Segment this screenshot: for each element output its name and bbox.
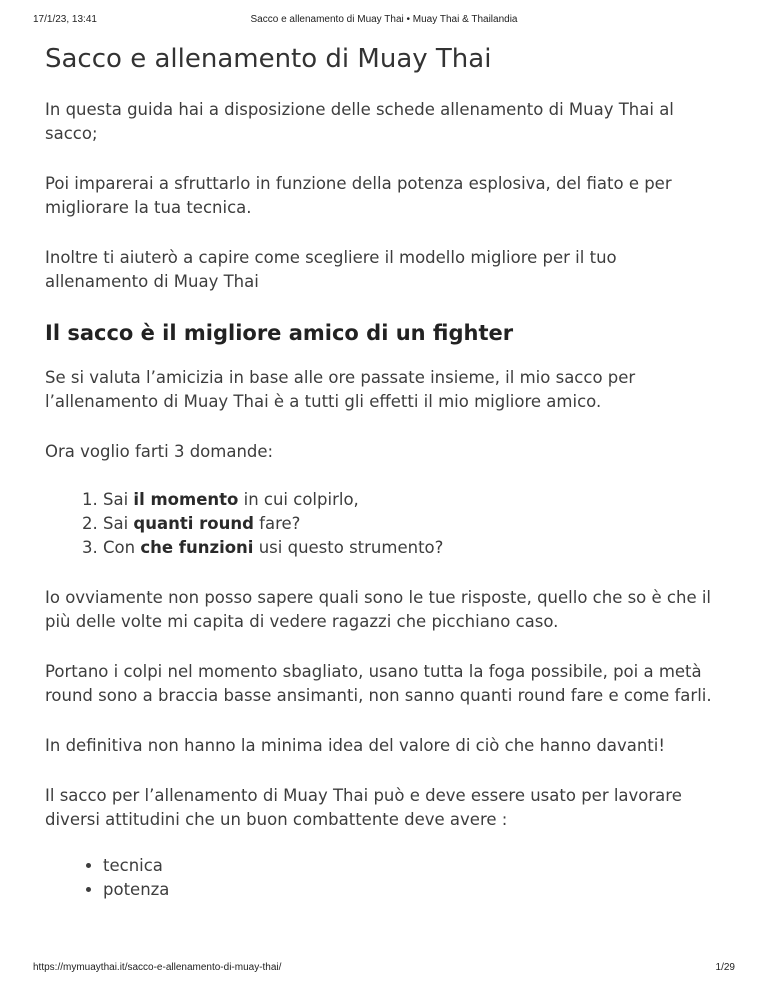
page-number: 1/29 — [715, 962, 735, 973]
intro-paragraph-3: Inoltre ti aiuterò a capire come scegliere il modello migliore per il tuo allenamento di Muay Thai — [45, 248, 617, 291]
section-heading: Il sacco è il migliore amico di un fighter — [45, 321, 514, 345]
questions-list — [45, 488, 725, 560]
intro-paragraph-1: In questa guida hai a disposizione delle schede allenamento di Muay Thai al sacco; — [45, 100, 674, 143]
paragraph-questions-intro: Ora voglio farti 3 domande: — [45, 442, 274, 461]
print-page-title: Sacco e allenamento di Muay Thai • Muay Thai & Thailandia — [250, 14, 518, 25]
list-item: 2. Sai quanti round fare? — [103, 512, 725, 536]
list-item: • tecnica — [103, 854, 725, 878]
print-url: https://mymuaythai.it/sacco-e-allenamento-di-muay-thai/ — [33, 962, 282, 973]
intro-paragraph-2: Poi imparerai a sfruttarlo in funzione della potenza esplosiva, del fiato e per migliorare la tua tecnica. — [45, 174, 672, 217]
paragraph-conclusion: In definitiva non hanno la minima idea del valore di ciò che hanno davanti! — [45, 736, 665, 755]
print-date: 17/1/23, 13:41 — [33, 14, 97, 25]
article-title: Sacco e allenamento di Muay Thai — [45, 44, 492, 74]
list-item: 1. Sai il momento in cui colpirlo, — [103, 488, 725, 512]
paragraph-answers: Io ovviamente non posso sapere quali sono le tue risposte, quello che so è che il più delle volte mi capita di vedere ragazzi che picchiano caso. — [45, 588, 712, 631]
article — [45, 40, 725, 928]
print-footer — [33, 962, 735, 976]
paragraph-attitudes: Il sacco per l’allenamento di Muay Thai può e deve essere usato per lavorare diversi attitudini che un buon combattente deve avere : — [45, 786, 682, 829]
list-item: • potenza — [103, 878, 725, 902]
list-item: 3. Con che funzioni usi questo strumento? — [103, 536, 725, 560]
print-header — [33, 14, 735, 28]
paragraph-mistakes: Portano i colpi nel momento sbagliato, usano tutta la foga possibile, poi a metà round sono a braccia basse ansimanti, non sanno quanti round fare e come farli. — [45, 662, 712, 705]
attitudes-list — [45, 854, 725, 902]
paragraph-friendship: Se si valuta l’amicizia in base alle ore passate insieme, il mio sacco per l’allenamento di Muay Thai è a tutti gli effetti il mio migliore amico. — [45, 368, 636, 411]
